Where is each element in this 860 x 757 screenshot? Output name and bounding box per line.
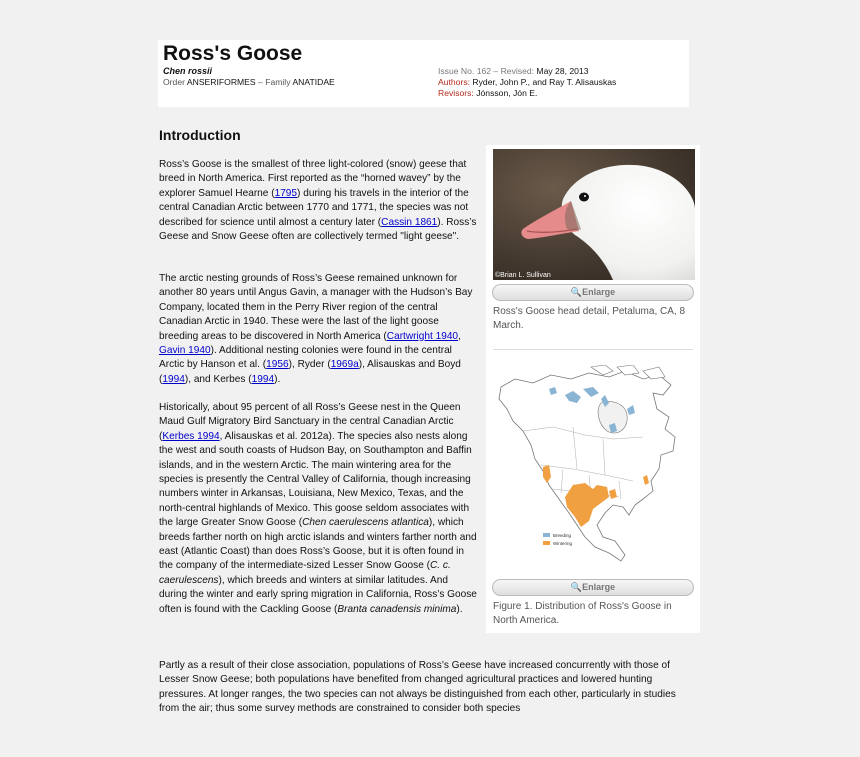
text-run: , Alisauskas et al. 2012a). The species also nests along the west and south coasts of Hudson Bay, on Southampton and Baffin islands, and in the western Arctic. The main wintering area for the species is presently the Central Valley of California, though increasing numbers winter in Arkansas, Louisiana, New Mexico, Texas, and the north-central highlands of Mexico. This goose seldom associates with the large Greater Snow Goose ( bbox=[159, 430, 472, 529]
magnifier-icon: 🔍 bbox=[570, 287, 583, 297]
text-run: ). Ross’s Geese and Snow Geese often are collectively termed "light geese". bbox=[159, 216, 477, 243]
text-run: ). bbox=[274, 373, 281, 385]
text-run: ), Alisauskas and Boyd ( bbox=[159, 359, 461, 385]
media-sidebar bbox=[486, 145, 700, 633]
distribution-map[interactable] bbox=[493, 365, 695, 575]
intro-paragraph-1 bbox=[159, 158, 477, 244]
citation-link[interactable]: 1994 bbox=[251, 373, 275, 385]
text-run: ), which breeds and winters at similar latitudes. And during the winter and early spring migration in California, Ross’s Goose often is found with the Cackling Goose ( bbox=[159, 574, 477, 615]
citation-link[interactable]: 1994 bbox=[162, 373, 185, 385]
text-run: , bbox=[458, 330, 461, 342]
enlarge-map-button[interactable]: 🔍Enlarge bbox=[492, 579, 694, 596]
authors-value: Ryder, John P., and Ray T. Alisauskas bbox=[472, 77, 617, 87]
revisors-value: Jónsson, Jón E. bbox=[476, 88, 538, 98]
legend-wintering-label: Wintering bbox=[553, 541, 573, 546]
species-header bbox=[158, 40, 689, 107]
citation-link[interactable]: 1969a bbox=[330, 359, 359, 371]
text-run: ) during his travels in the interior of the central Canadian Arctic between 1770 and 1771, the species was not described for science until almost a century later ( bbox=[159, 187, 469, 228]
enlarge-photo-button[interactable]: 🔍Enlarge bbox=[492, 284, 694, 301]
page-title: Ross's Goose bbox=[163, 42, 303, 65]
citation-link[interactable]: Kerbes 1994 bbox=[162, 430, 220, 442]
italic-term: C. c. caerulescens bbox=[159, 560, 451, 586]
north-america-map bbox=[493, 365, 695, 575]
citation-link[interactable]: Gavin 1940 bbox=[159, 345, 211, 357]
text-run: Ross’s Goose is the smallest of three light-colored (snow) geese that breed in North America. First reported as the “horned wavey” by the explorer Samuel Hearne ( bbox=[159, 159, 467, 199]
section-heading-introduction: Introduction bbox=[159, 127, 241, 143]
photo-caption: Ross's Goose head detail, Petaluma, CA, 8 March. bbox=[493, 306, 686, 331]
legend-breeding-label: Breeding bbox=[553, 533, 572, 538]
scientific-name: Chen rossii bbox=[163, 66, 213, 76]
legend-breeding-swatch bbox=[543, 533, 550, 537]
text-run: ), Ryder ( bbox=[288, 359, 331, 371]
map-caption: Figure 1. Distribution of Ross's Goose in North America. bbox=[493, 601, 672, 626]
italic-term: Chen caerulescens atlantica bbox=[302, 517, 429, 529]
text-run: ), which breeds farther north on high arctic islands and winters farther north and east (Atlantic Coast) than does Ross’s Goose, but it is often found in the company of the intermediate-sized Lesser Snow Goose ( bbox=[159, 517, 477, 572]
text-run: Partly as a result of their close association, populations of Ross’s Geese have increased concurrently with those of Lesser Snow Geese; both populations have benefited from changed agricultural practices and lowered hunting pressures. At longer ranges, the two species can not always be distinguished from each other, particularly in studies from the air; thus some survey methods are constrained to consider both species bbox=[159, 660, 676, 715]
text-run: Historically, about 95 percent of all Ross’s Geese nest in the Queen Maud Gulf Migratory Bird Sanctuary in the central Canadian Arctic ( bbox=[159, 402, 461, 442]
intro-paragraph-2 bbox=[159, 272, 477, 387]
intro-paragraph-3 bbox=[159, 401, 477, 617]
magnifier-icon: 🔍 bbox=[570, 582, 583, 592]
text-run: ), and Kerbes ( bbox=[184, 373, 252, 385]
taxonomy-line: Order ANSERIFORMES – Family ANATIDAE bbox=[163, 77, 335, 87]
sidebar-divider bbox=[493, 349, 693, 350]
photo-credit: ©Brian L. Sullivan bbox=[495, 272, 551, 279]
text-run: ). Additional nesting colonies were found in the central Arctic by Hanson et al. ( bbox=[159, 345, 452, 371]
goose-head-illustration bbox=[493, 149, 695, 280]
citation-link[interactable]: Cartwright 1940 bbox=[386, 330, 459, 342]
order-value: ANSERIFORMES bbox=[186, 77, 256, 87]
legend-wintering-swatch bbox=[543, 541, 550, 545]
text-run: The arctic nesting grounds of Ross’s Geese remained unknown for another 80 years until Angus Gavin, a manager with the Hudson’s Bay Company, located them in the Perry River region of the central Canadian Arctic in 1940. These were the last of the light goose breeding areas to be discovered in North America ( bbox=[159, 273, 473, 342]
text-run: ). bbox=[456, 603, 463, 615]
citation-link[interactable]: 1795 bbox=[274, 187, 298, 199]
revised-date: May 28, 2013 bbox=[536, 66, 589, 76]
goose-photo[interactable] bbox=[493, 149, 695, 280]
authors-line: Authors: Ryder, John P., and Ray T. Alisauskas bbox=[438, 77, 617, 87]
intro-paragraph-4 bbox=[159, 659, 689, 717]
citation-link[interactable]: 1956 bbox=[266, 359, 289, 371]
italic-term: Branta canadensis minima bbox=[337, 603, 457, 615]
issue-line: Issue No. 162 – Revised: May 28, 2013 bbox=[438, 66, 589, 76]
family-value: ANATIDAE bbox=[292, 77, 335, 87]
citation-link[interactable]: Cassin 1861 bbox=[381, 216, 438, 228]
revisors-line: Revisors: Jónsson, Jón E. bbox=[438, 88, 538, 98]
